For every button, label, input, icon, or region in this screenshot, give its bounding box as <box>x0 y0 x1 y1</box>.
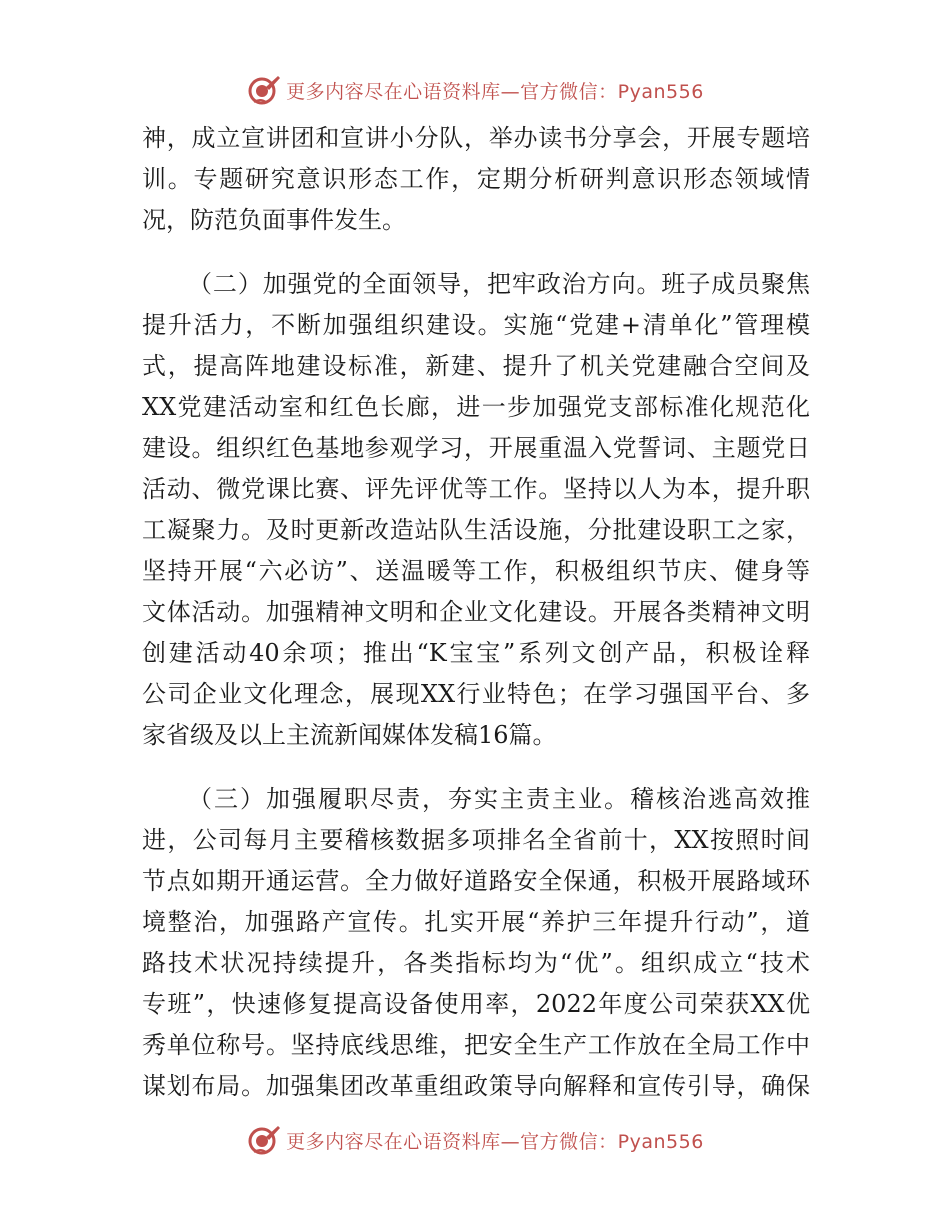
text-line: 神，成立宣讲团和宣讲小分队，举办读书分享会，开展专题培 <box>142 124 810 152</box>
text-line: 创建活动40余项；推出“K宝宝”系列文创产品，积极诠释 <box>142 639 810 667</box>
text-line: 谋划布局。加强集团改革重组政策导向解释和宣传引导，确保 <box>142 1072 810 1100</box>
watermark-text: 更多内容尽在心语资料库—官方微信：Pyan556 <box>286 1130 704 1153</box>
text-line: 路技术状况持续提升，各类指标均为“优”。组织成立“技术 <box>142 949 810 977</box>
text-line: 训。专题研究意识形态工作，定期分析研判意识形态领域情 <box>142 165 810 193</box>
document-body <box>142 118 810 1107</box>
pen-in-circle-logo <box>246 72 282 108</box>
paragraph <box>142 264 810 756</box>
text-line: 提升活力，不断加强组织建设。实施“党建+清单化”管理模 <box>142 311 810 339</box>
text-line: 境整治，加强路产宣传。扎实开展“养护三年提升行动”，道 <box>142 908 810 936</box>
paragraph <box>142 779 810 1107</box>
text-line: 工凝聚力。及时更新改造站队生活设施，分批建设职工之家， <box>142 516 810 544</box>
text-line: 建设。组织红色基地参观学习，开展重温入党誓词、主题党日 <box>142 434 810 462</box>
text-line: 公司企业文化理念，展现XX行业特色；在学习强国平台、多 <box>142 680 810 708</box>
text-line: XX党建活动室和红色长廊，进一步加强党支部标准化规范化 <box>142 393 810 421</box>
text-line: 进，公司每月主要稽核数据多项排名全省前十，XX按照时间 <box>142 826 810 854</box>
text-line: 活动、微党课比赛、评先评优等工作。坚持以人为本，提升职 <box>142 475 810 503</box>
section-heading-line: （三）加强履职尽责，夯实主责主业。稽核治逃高效推 <box>188 785 810 813</box>
text-line: 节点如期开通运营。全力做好道路安全保通，积极开展路域环 <box>142 867 810 895</box>
text-line: 家省级及以上主流新闻媒体发稿16篇。 <box>142 721 557 749</box>
watermark-footer <box>0 1122 950 1158</box>
section-heading-line: （二）加强党的全面领导，把牢政治方向。班子成员聚焦 <box>188 270 810 298</box>
watermark-header <box>0 72 950 108</box>
text-line: 文体活动。加强精神文明和企业文化建设。开展各类精神文明 <box>142 598 810 626</box>
paragraph <box>142 118 810 241</box>
text-line: 况，防范负面事件发生。 <box>142 206 406 234</box>
pen-in-circle-logo <box>246 1122 282 1158</box>
text-line: 秀单位称号。坚持底线思维，把安全生产工作放在全局工作中 <box>142 1031 810 1059</box>
watermark-text: 更多内容尽在心语资料库—官方微信：Pyan556 <box>286 80 704 103</box>
text-line: 坚持开展“六必访”、送温暖等工作，积极组织节庆、健身等 <box>142 557 810 585</box>
text-line: 式，提高阵地建设标准，新建、提升了机关党建融合空间及 <box>142 352 810 380</box>
text-line: 专班”，快速修复提高设备使用率，2022年度公司荣获XX优 <box>142 990 810 1018</box>
